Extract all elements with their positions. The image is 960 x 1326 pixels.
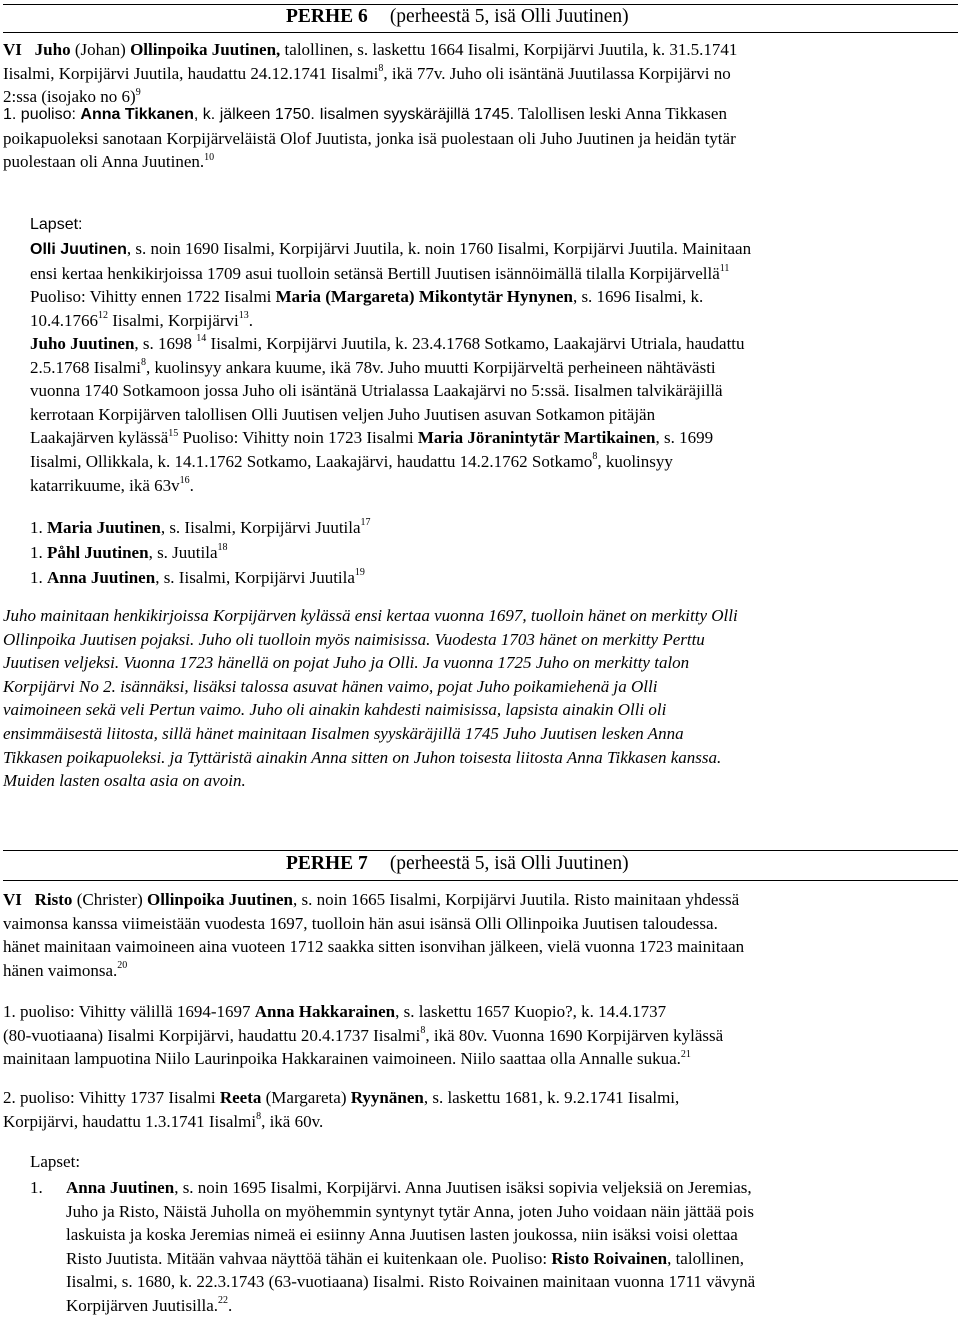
family-6-rule: [3, 32, 958, 33]
child-text: , s. Iisalmi, Korpijärvi Juutila: [155, 568, 355, 587]
spouse-text: Korpijärvi, haudattu 1.3.1741 Iisalmi: [3, 1111, 257, 1131]
footnote-ref: 21: [680, 1048, 691, 1060]
child-text: Iisalmi, Ollikkala, k. 14.1.1762 Sotkamo, Laakajärvi, haudattu 14.2.1762 Sotkamo: [30, 451, 593, 471]
family-7-spouse-1: [3, 1000, 958, 1071]
spouse-text: , s. laskettu 1681, k. 9.2.1741 Iisalmi,: [423, 1088, 680, 1107]
child-text: Puoliso: Vihitty noin 1723 Iisalmi: [178, 428, 418, 448]
child-text: , s. noin 1695 Iisalmi, Korpijärvi. Anna Juutisen isäksi sopivia veljeksiä on Jeremias,: [174, 1178, 752, 1197]
spouse-text: mainitaan lampuotina Niilo Laurinpoika Hakkarainen vaimoineen. Niilo saattaa olla Annalle sukua.: [3, 1049, 681, 1069]
child-juho: [30, 332, 958, 497]
family-6-spouse: [3, 102, 958, 174]
alt-name: (Johan): [74, 40, 126, 59]
person-name: Risto: [34, 890, 73, 909]
child-text: , s. Iisalmi, Korpijärvi Juutila: [160, 518, 361, 537]
child-text: , s. 1696 Iisalmi, k.: [572, 287, 704, 307]
child-text: , s. noin 1690 Iisalmi, Korpijärvi Juutila, k. noin 1760 Iisalmi, Korpijärvi Juutila. Mainitaan: [126, 239, 752, 258]
person-full-name: Ollinpoika Juutinen,: [130, 40, 281, 59]
child-name: Anna Juutinen: [47, 568, 156, 587]
footnote-ref: 11: [719, 262, 730, 274]
spouse-text: , ikä 60v.: [261, 1111, 324, 1131]
child-text: Iisalmi, Korpijärvi Juutila, k. 23.4.1768 Sotkamo, Laakajärvi Utriala, haudattu: [206, 334, 745, 353]
child-text: , kuolinsyy: [597, 451, 673, 471]
spouse-text: Talollisen leski Anna Tikkasen: [514, 104, 727, 123]
child-name: Maria Juutinen: [47, 518, 161, 537]
spouse-text: poikapuoleksi sanotaan Korpijärveläistä Olof Juutista, jonka isä puolestaan oli Juho Juutinen ja heidän tytär: [3, 128, 736, 148]
child-text: , s. 1699: [655, 428, 714, 448]
spouse-name: Anna Tikkanen: [80, 106, 194, 123]
child-name: Påhl Juutinen: [47, 543, 149, 562]
child-text: Iisalmi, s. 1680, k. 22.3.1743 (63-vuotiaana) Iisalmi. Risto Roivainen mainitaan vuonna 1711 vävynä: [66, 1272, 756, 1292]
footnote-ref: 16: [179, 474, 190, 486]
footnote-ref: 12: [98, 310, 108, 322]
alt-name: (Christer): [76, 890, 143, 909]
spouse-text: 1. puoliso: Vihitty välillä 1694-1697: [3, 1002, 255, 1021]
footnote-ref: 14: [196, 333, 207, 345]
note-line: Muiden lasten osalta asia on avoin.: [3, 771, 246, 791]
footnote-ref: 13: [238, 310, 249, 322]
spouse-text: , k. jälkeen 1750. Iisalmen syyskäräjillä 1745.: [193, 106, 515, 123]
family-6-title: PERHE 6: [286, 6, 368, 27]
footnote-ref: 8: [140, 356, 146, 368]
child-text: kerrotaan Korpijärven talollisen Olli Juutisen veljen Juho Juutisen asuvan Sotkamon pitäjän: [30, 404, 656, 424]
footnote-ref: 19: [354, 567, 365, 579]
family-7-title: PERHE 7: [286, 853, 368, 874]
spouse-text: , s. laskettu 1657 Kuopio?, k. 14.4.1737: [395, 1002, 667, 1021]
child-text: , s. Juutila: [148, 543, 218, 562]
spouse-text: 2. puoliso: Vihitty 1737 Iisalmi: [3, 1088, 220, 1107]
person-name: Juho: [34, 40, 71, 59]
child-text: Korpijärven Juutisilla.: [66, 1295, 219, 1315]
note-line: Juutisen veljeksi. Vuonna 1723 hänellä on pojat Juho ja Olli. Ja vuonna 1725 Juho on merkitty talon: [3, 653, 690, 673]
child-text: .: [189, 475, 194, 495]
children-heading: Lapset:: [30, 1152, 81, 1171]
child-text: , s. 1698: [134, 334, 197, 353]
family-7-children-label: [30, 1150, 958, 1174]
spouse-name: Anna Hakkarainen: [254, 1002, 396, 1021]
family-7-head: [3, 888, 958, 982]
child-text: , kuolinsyy ankara kuume, ikä 78v. Juho muutti Korpijärveltä perheineen nähtävästi: [145, 357, 716, 377]
child-text: .: [248, 310, 254, 330]
footnote-ref: 17: [360, 517, 371, 529]
family-6-head: [3, 38, 958, 109]
child-pahl: [30, 541, 958, 565]
child-text: laskuista ja koska Jeremias nimeä ei esiinny Anna Juutisen lasten joukossa, niin isäksi voisi olettaa: [66, 1225, 738, 1245]
generation-label: VI: [3, 890, 22, 909]
family-7-rule: [3, 880, 958, 881]
child-text: ensi kertaa henkikirjoissa 1709 asui tuolloin setänsä Bertill Juutisen isännöimällä tilalla Korpijärvellä: [30, 263, 720, 283]
family-7-heading: [286, 852, 629, 876]
generation-label: VI: [3, 40, 22, 59]
footnote-ref: 8: [256, 1110, 262, 1122]
footnote-ref: 15: [168, 427, 179, 439]
child-text: 2.5.1768 Iisalmi: [30, 357, 141, 377]
spouse-name: Risto Roivainen: [551, 1248, 668, 1268]
child-number: 1.: [30, 518, 47, 537]
child-text: vuonna 1740 Sotkamoon jossa Juho oli isäntänä Utrialassa Laakajärvi no 5:ssä. Iisalmen talvikäräjillä: [30, 381, 723, 401]
footnote-ref: 20: [117, 960, 128, 972]
footnote-ref: 8: [420, 1024, 426, 1036]
head-text: hänen vaimonsa.: [3, 960, 118, 980]
child-text: Risto Juutista. Mitään vahvaa näyttöä tähän ei kuitenkaan ole. Puoliso:: [66, 1248, 552, 1268]
child-text: , talollinen,: [667, 1248, 745, 1268]
child-maria: [30, 516, 958, 540]
child-anna: [30, 566, 958, 590]
family-6-parent: (perheestä 5, isä Olli Juutinen): [389, 6, 629, 27]
spouse-text: puolestaan oli Anna Juutinen.: [3, 152, 205, 172]
family-7-parent: (perheestä 5, isä Olli Juutinen): [389, 853, 629, 874]
footnote-ref: 10: [204, 151, 215, 163]
child-olli: [30, 237, 958, 332]
child-number: 1.: [30, 1178, 43, 1197]
footnote-ref: 9: [135, 86, 141, 98]
spouse-name: Maria (Margareta) Mikontytär Hynynen: [275, 287, 573, 307]
family-7-child-anna: [30, 1176, 958, 1318]
head-text: 2:ssa (isojako no 6): [3, 87, 136, 107]
spouse-text: , ikä 80v. Vuonna 1690 Korpijärven kylässä: [425, 1025, 724, 1045]
head-text: vaimonsa kanssa viimeistään vuodesta 1697, tuolloin hän asui isänsä Olli Ollinpoika Juutisen taloudessa.: [3, 913, 718, 933]
footnote-ref: 18: [217, 542, 228, 554]
footnote-ref: 8: [378, 62, 384, 74]
note-line: Ollinpoika Juutisen pojaksi. Juho oli tuolloin myös naimisissa. Vuodesta 1703 hänet on merkitty Perttu: [3, 629, 705, 649]
note-line: ensimmäisestä liitosta, sillä hänet mainitaan Iisalmen syyskäräjillä 1745 Juho Juutisen lesken Anna: [3, 723, 684, 743]
head-text: , ikä 77v. Juho oli isäntänä Juutilassa Korpijärvi no: [383, 63, 731, 83]
head-text: hänet mainitaan vaimoineen aina vuoteen 1712 saakka sitten isonvihan jälkeen, vielä vuonna 1723 mainitaan: [3, 937, 745, 957]
note-line: vaimoineen sekä veli Pertun vaimo. Juho oli ainakin kahdesti naimisissa, lapsista ainakin Olli oli: [3, 700, 667, 720]
child-name: Anna Juutinen: [66, 1178, 175, 1197]
child-text: Puoliso: Vihitty ennen 1722 Iisalmi: [30, 287, 276, 307]
spouse-text: (Margareta): [261, 1088, 351, 1107]
footnote-ref: 8: [592, 451, 598, 463]
child-text: katarrikuume, ikä 63v: [30, 475, 180, 495]
family-7-spouse-2: [3, 1086, 958, 1133]
children-label: [30, 212, 958, 237]
family-7-top-rule: [3, 850, 958, 851]
child-text: .: [228, 1295, 233, 1315]
head-text: , s. noin 1665 Iisalmi, Korpijärvi Juutila. Risto mainitaan yhdessä: [293, 890, 740, 909]
child-text: Laakajärven kylässä: [30, 428, 169, 448]
person-full-name: Ollinpoika Juutinen: [147, 890, 294, 909]
child-number: 1.: [30, 568, 47, 587]
child-text: Juho ja Risto, Näistä Juholla on myöhemmin syntynyt tytär Anna, joten Juho voidaan näin jättää pois: [66, 1201, 754, 1221]
family-6-notes: [3, 604, 958, 793]
child-text: Iisalmi, Korpijärvi: [108, 310, 239, 330]
spouse-name: Reeta: [219, 1088, 262, 1107]
note-line: Tikkasen poikapuoleksi. ja Tyttäristä ainakin Anna sitten on Juhon toisesta liitosta Anna Tikkasen kanssa.: [3, 747, 722, 767]
footnote-ref: 22: [218, 1295, 229, 1307]
head-text: Iisalmi, Korpijärvi Juutila, haudattu 24.12.1741 Iisalmi: [3, 63, 379, 83]
head-text: talollinen, s. laskettu 1664 Iisalmi, Korpijärvi Juutila, k. 31.5.1741: [280, 40, 738, 59]
children-heading: Lapset:: [30, 216, 83, 233]
child-number: 1.: [30, 543, 47, 562]
note-line: Juho mainitaan henkikirjoissa Korpijärven kylässä ensi kertaa vuonna 1697, tuolloin hänet on merkitty Olli: [3, 606, 738, 625]
spouse-label: 1. puoliso:: [3, 106, 81, 123]
child-name: Olli Juutinen: [30, 241, 127, 258]
spouse-surname: Ryynänen: [350, 1088, 424, 1107]
child-name: Juho Juutinen: [30, 334, 135, 353]
spouse-text: (80-vuotiaana) Iisalmi Korpijärvi, haudattu 20.4.1737 Iisalmi: [3, 1025, 421, 1045]
spouse-name: Maria Jöranintytär Martikainen: [417, 428, 656, 448]
note-line: Korpijärvi No 2. isännäksi, lisäksi talossa asuvat hänen vaimo, pojat Juho poikamiehenä ja Olli: [3, 676, 658, 696]
family-6-heading: [286, 5, 629, 29]
child-text: 10.4.1766: [30, 310, 98, 330]
